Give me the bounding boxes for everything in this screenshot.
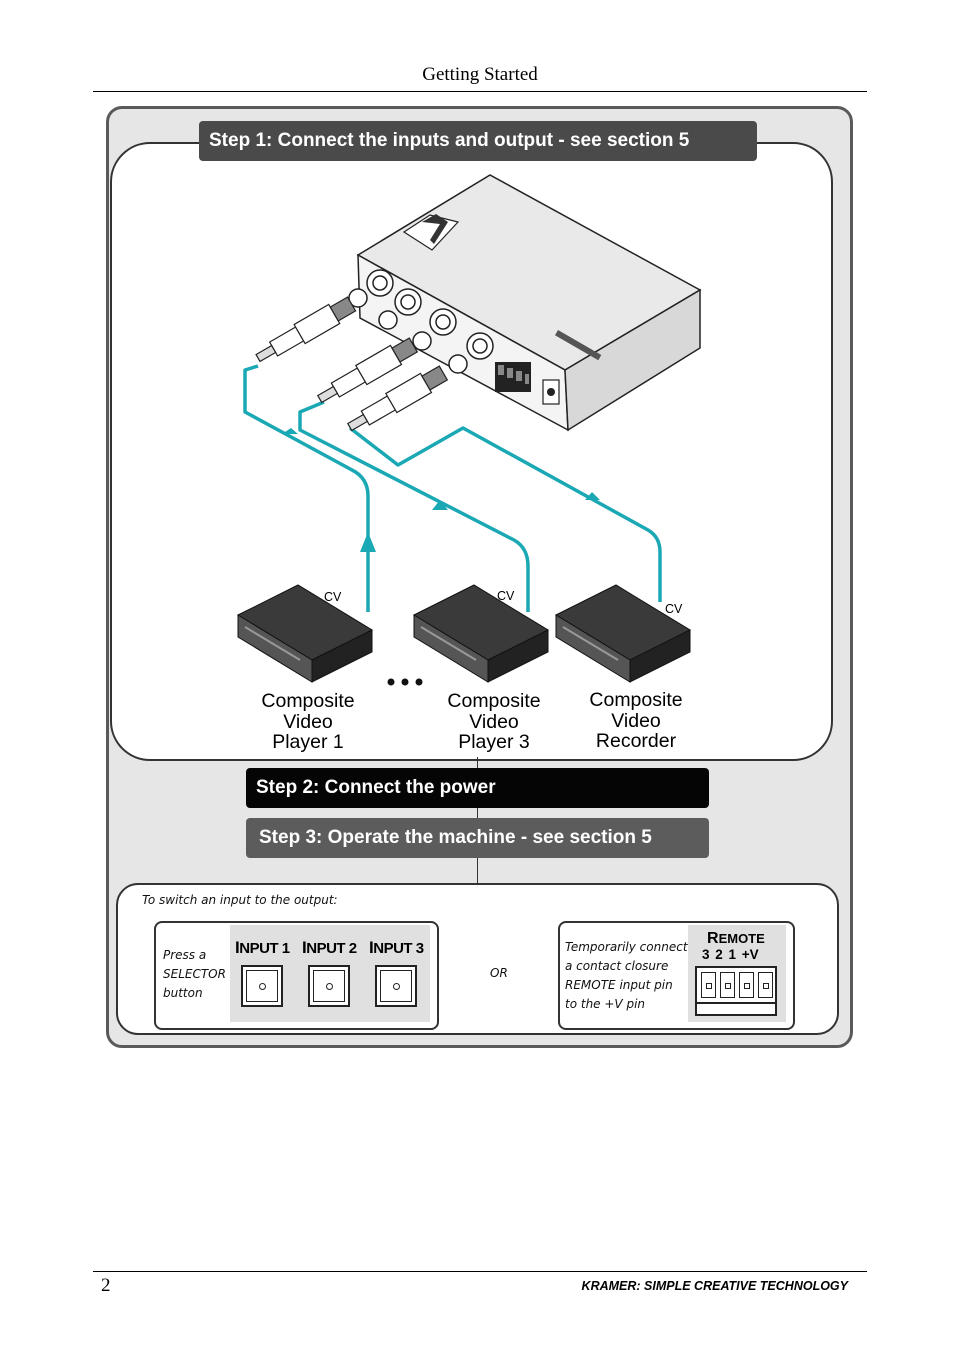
press-instruction: Press a SELECTOR button	[163, 948, 226, 1000]
ellipsis-dots	[388, 679, 423, 686]
step1-bar: Step 1: Connect the inputs and output - see section 5	[199, 121, 757, 161]
remote-pin-labels: 3 2 1 +V	[702, 947, 759, 962]
cv-label-recorder: CV	[665, 602, 683, 616]
or-label: OR	[490, 966, 508, 980]
input-1-button[interactable]	[241, 965, 283, 1007]
connector-line	[477, 808, 478, 818]
connector-line	[477, 858, 478, 885]
remote-terminal-block	[695, 966, 777, 1004]
switch-instruction: To switch an input to the output:	[142, 893, 338, 907]
remote-instruction: Temporarily connect a contact closure REMOTE input pin to the +V pin	[565, 940, 688, 1011]
player1-label: Composite Video Player 1	[261, 690, 355, 753]
terminal-pin-v[interactable]	[758, 972, 773, 998]
remote-title: REMOTE	[707, 930, 765, 947]
terminal-base	[695, 1004, 777, 1016]
cv-label-player1: CV	[324, 590, 342, 604]
running-header: Getting Started	[422, 64, 538, 85]
step2-bar: Step 2: Connect the power	[246, 768, 709, 808]
player-1-device	[238, 585, 372, 682]
terminal-pin-2[interactable]	[720, 972, 735, 998]
recorder-label: Composite Video Recorder	[589, 689, 683, 752]
input-1-label: INPUT 1	[235, 938, 290, 957]
connector-line	[477, 757, 478, 768]
input-3-label: INPUT 3	[369, 938, 424, 957]
footer-brand: KRAMER: SIMPLE CREATIVE TECHNOLOGY	[581, 1279, 848, 1293]
input-2-button[interactable]	[308, 965, 350, 1007]
terminal-pin-1[interactable]	[739, 972, 754, 998]
recorder-device	[556, 585, 690, 682]
terminal-pin-3[interactable]	[701, 972, 716, 998]
input-2-label: INPUT 2	[302, 938, 357, 957]
step3-bar: Step 3: Operate the machine - see section 5	[246, 818, 709, 858]
page-number: 2	[101, 1275, 111, 1296]
player3-label: Composite Video Player 3	[447, 690, 541, 753]
input-3-button[interactable]	[375, 965, 417, 1007]
cv-label-player3: CV	[497, 589, 515, 603]
footer-rule	[93, 1271, 867, 1272]
